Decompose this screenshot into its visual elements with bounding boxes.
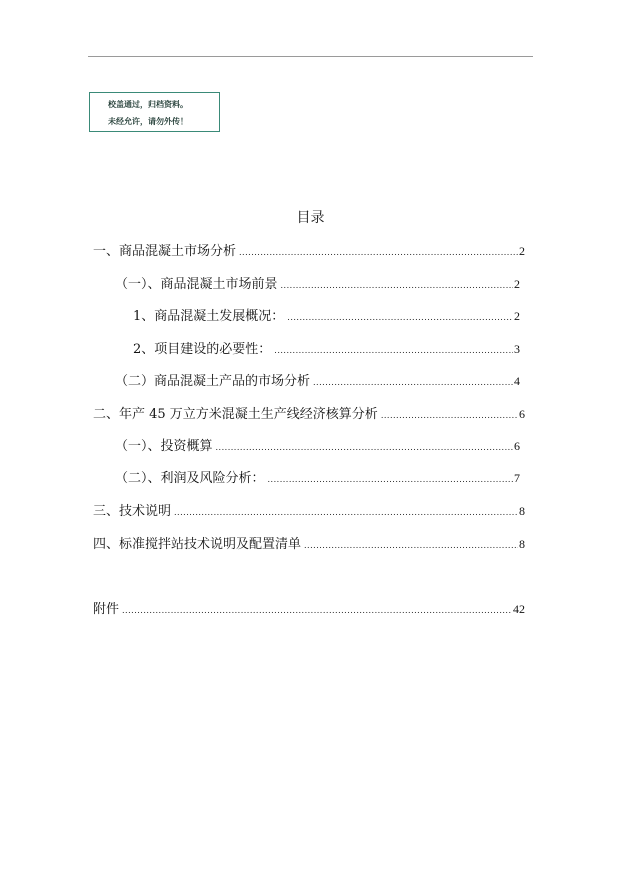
toc-entry-page: 2 xyxy=(514,277,520,291)
toc-entry[interactable] xyxy=(115,470,520,486)
toc-entry-label: 二、年产 45 万立方米混凝土生产线经济核算分析 xyxy=(93,407,378,422)
toc-leader-dots xyxy=(239,245,518,261)
toc-title: 目录 xyxy=(296,210,325,226)
toc-entry-label: 1、商品混凝土发展概况： xyxy=(133,309,285,324)
toc-entry-page: 2 xyxy=(514,309,520,323)
stamp-line-2: 未经允许，请勿外传！ xyxy=(108,117,188,126)
toc-leader-dots xyxy=(274,343,513,359)
toc-entry[interactable] xyxy=(93,536,525,552)
toc-entry-page: 8 xyxy=(519,504,525,518)
toc-entry-label: （一）、商品混凝土市场前景 xyxy=(115,277,278,292)
toc-entry[interactable] xyxy=(93,503,525,519)
toc-leader-dots xyxy=(216,440,513,456)
watermark-stamp xyxy=(89,92,220,132)
toc-entry-label: 2、项目建设的必要性： xyxy=(133,342,272,357)
toc-entry[interactable] xyxy=(93,601,525,617)
toc-leader-dots xyxy=(287,310,513,326)
toc-entry-page: 6 xyxy=(519,407,525,421)
toc-leader-dots xyxy=(381,408,518,424)
toc-leader-dots xyxy=(304,538,518,554)
toc-leader-dots xyxy=(281,278,513,294)
toc-entry-label: 三、技术说明 xyxy=(93,504,172,519)
toc-entry-page: 3 xyxy=(514,342,520,356)
toc-entry-page: 42 xyxy=(513,602,525,616)
toc-entry-label: 四、标准搅拌站技术说明及配置清单 xyxy=(93,537,302,552)
toc-entry-page: 6 xyxy=(514,439,520,453)
toc-leader-dots xyxy=(268,472,513,488)
toc-entry-label: 一、商品混凝土市场分析 xyxy=(93,244,237,259)
toc-leader-dots xyxy=(313,375,513,391)
toc-entry[interactable] xyxy=(93,243,525,259)
toc-entry-label: 附件 xyxy=(93,602,120,617)
stamp-line-1: 校盖通过，归档资料。 xyxy=(108,100,188,109)
toc-entry-label: （一）、投资概算 xyxy=(115,439,213,454)
toc-entry-label: （二）、利润及风险分析： xyxy=(115,471,265,486)
header-rule xyxy=(88,56,533,57)
toc-entry-page: 7 xyxy=(514,471,520,485)
toc-entry[interactable] xyxy=(115,373,520,389)
toc-entry-label: （二）商品混凝土产品的市场分析 xyxy=(115,374,311,389)
toc-entry[interactable] xyxy=(115,438,520,454)
toc-entry-page: 8 xyxy=(519,537,525,551)
toc-leader-dots xyxy=(122,603,512,619)
toc-entry-page: 4 xyxy=(514,374,520,388)
toc-entry[interactable] xyxy=(133,341,520,357)
toc-entry[interactable] xyxy=(93,406,525,422)
toc-entry-page: 2 xyxy=(519,244,525,258)
toc-leader-dots xyxy=(174,505,518,521)
toc-entry[interactable] xyxy=(133,308,520,324)
toc-entry[interactable] xyxy=(115,276,520,292)
